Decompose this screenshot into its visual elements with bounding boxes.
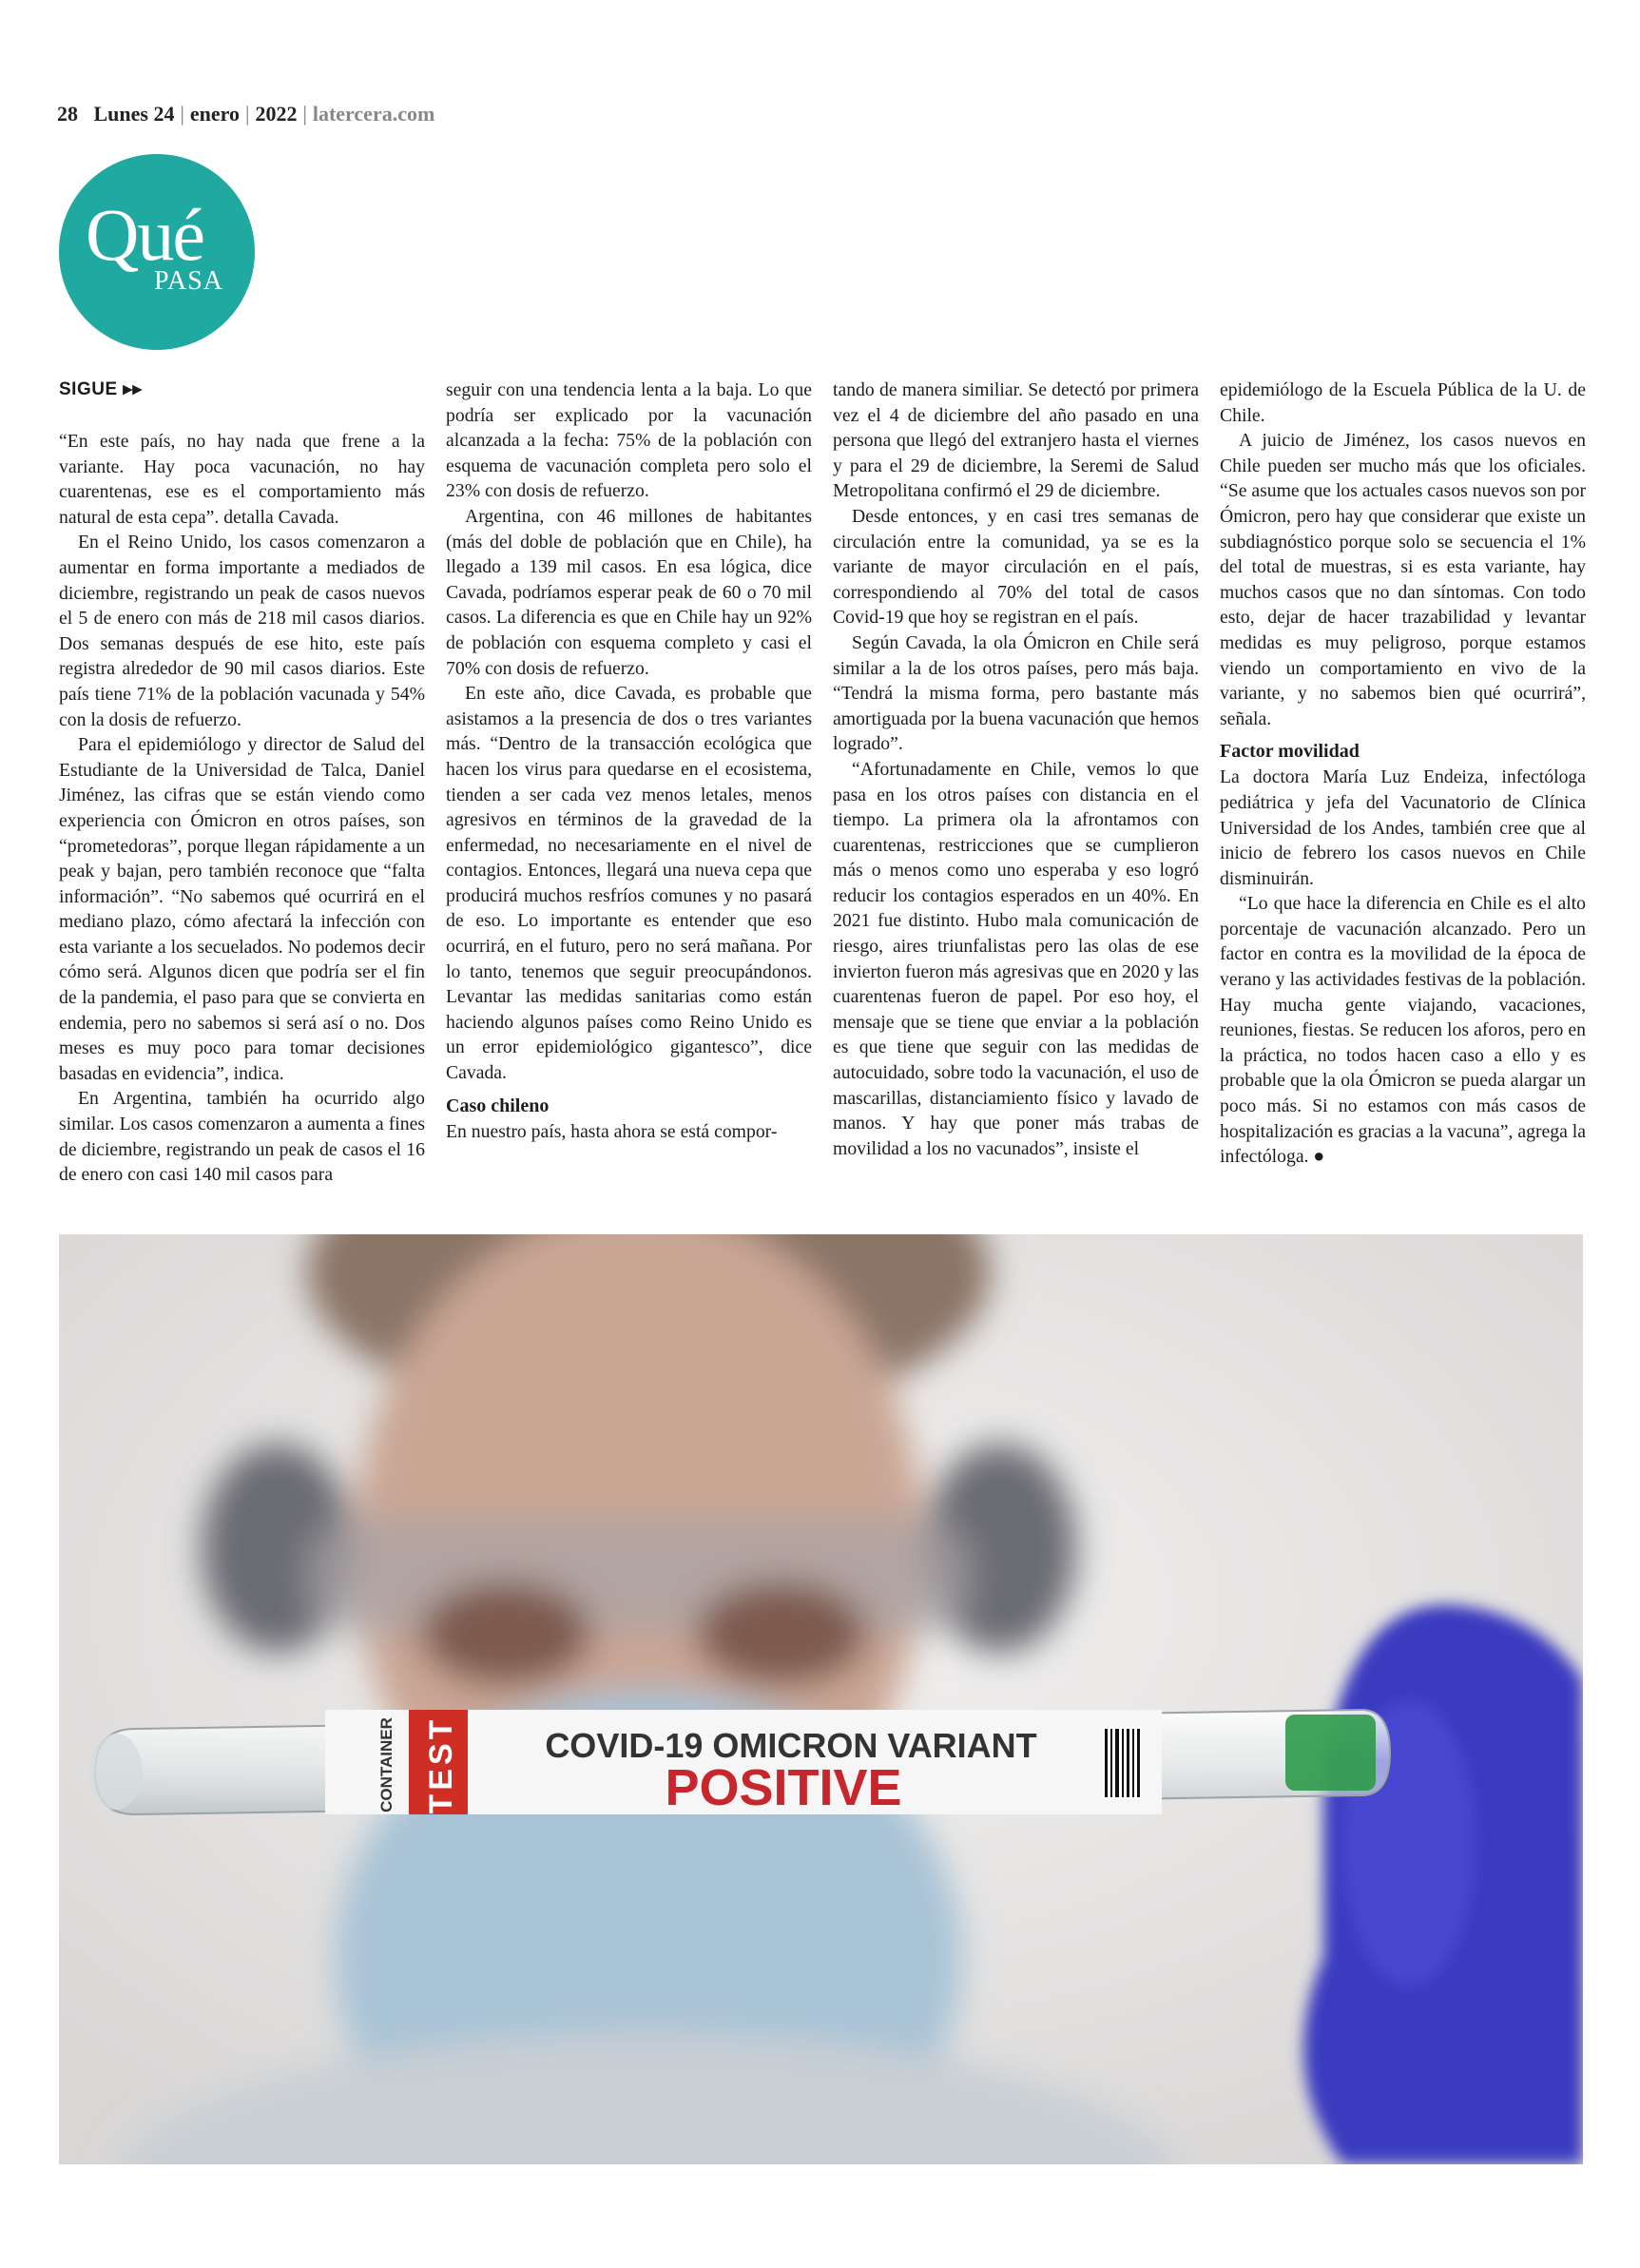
article-paragraph: En el Reino Unido, los casos comenzaron a aumentar en forma importante a mediados de diciembre, registrando un peak de casos nuevos el 5 de enero con más de 218 mil casos diarios. Dos semanas después de ese hito, este país registra alrededor de 90 mil casos diarios. Este país tiene 71% de la población vacunada y 54% con la dosis de refuerzo. [59,532,425,730]
article-paragraph: En este año, dice Cavada, es probable que asistamos a la presencia de dos o tres variantes más. “Dentro de la transacción ecológica que hacen los virus para quedarse en el ecosistema, tienden a ser cada vez menos letales, menos agresivos en términos de la gravedad de la enfermedad, no necesariamente en el nivel de contagios. Entonces, llegará una nueva cepa que producirá muchos resfríos comunes y no pasará de eso. Lo importante es entender que eso ocurrirá, en el futuro, pero no será mañana. Por lo tanto, tenemos que seguir preocupándonos. Levantar las medidas sanitarias como están haciendo algunos países como Reino Unido es un error epidemiológico gigantesco”, dice Cavada. [446,683,812,1084]
folio-year: 2022 [255,102,298,126]
blue-glove [1303,1604,1583,2164]
folio-day: Lunes 24 [93,102,175,126]
article-paragraph: seguir con una tendencia lenta a la baja. Lo que podría ser explicado por la vacunación alcanzada a la fecha: 75% de la población con esquema de vacunación completa pero solo el 23% con dosis de refuerzo. [446,379,812,502]
que-pasa-logo [59,154,255,350]
article-paragraph: Para el epidemiólogo y director de Salud del Estudiante de la Universidad de Talca, Daniel Jiménez, las cifras que se están viendo como experiencia con Ómicron en otros países, son “prometedoras”, porque llegan rápidamente a un peak y bajan, pero también reconoce que “falta información”. “No sabemos qué ocurrirá en el mediano plazo, cómo afectará la infección con esta variante a los secuelados. No podemos decir cómo será. Algunos dicen que podría ser el fin de la pandemia, el paso para que se convierta en endemia, pero no sabemos si será así o no. Dos meses es muy poco para tomar decisiones basadas en evidencia”, indica. [59,734,425,1084]
photo-illustration [59,1234,1583,2164]
article-column-3 [833,378,1199,1161]
test-tube-photo [59,1234,1583,2164]
article-paragraph: epidemiólogo de la Escuela Pública de la U. de Chile. [1220,379,1586,426]
subhead-caso-chileno: Caso chileno [446,1095,550,1116]
tube-result: POSITIVE [665,1759,902,1816]
subhead-factor-movilidad: Factor movilidad [1220,741,1360,763]
logo-word-pasa: PASA [154,266,224,296]
article-paragraph: En nuestro país, hasta ahora se está compor- [446,1120,778,1142]
logo-word-que: Qué [86,193,203,276]
article-paragraph: A juicio de Jiménez, los casos nuevos en Chile pueden ser mucho más que los oficiales. “Se asume que los actuales casos nuevos son por Ómicron, pero hay que considerar que existe un subdiagnóstico porque solo se secuencia el 1% del total de muestras, si es esta variante, hay muchos casos que no dan síntomas. Con todo esto, dejar de hacer trazabilidad y levantar medidas es muy peligroso, porque estamos viendo un comportamiento en vivo de la variante, y no sabemos bien qué ocurrirá”, señala. [1220,430,1586,729]
tube-title: COVID-19 OMICRON VARIANT [545,1726,1037,1765]
article-column-4 [1220,378,1586,1170]
article-paragraph: “En este país, no hay nada que frene a la variante. Hay poca vacunación, no hay cuarentenas, ese es el comportamiento más natural de esta cepa”. detalla Cavada. [59,431,425,528]
page-folio: 28 Lunes 24 | enero | 2022 | latercera.com [57,102,435,126]
article-column-2 [446,378,812,1144]
article-paragraph: “Lo que hace la diferencia en Chile es el alto porcentaje de vacunación alcanzado. Pero un factor en contra es la movilidad de la época de verano y las actividades festivas de la población. Hay mucha gente viajando, vacaciones, reuniones, fiestas. Se reducen los aforos, pero en la práctica, no todos hacen caso a ello y es probable que la ola Ómicron se pueda alargar un poco más. Si no estamos con más casos de hospitalización es gracias a la vacuna”, agrega la infectóloga. ● [1220,893,1586,1168]
folio-month: enero [189,102,241,126]
page-number: 28 [57,102,78,126]
article-paragraph: En Argentina, también ha ocurrido algo similar. Los casos comenzaron a aumenta a fines de diciembre, registrando un peak de casos el 16 de enero con casi 140 mil casos para [59,1088,425,1186]
article-paragraph: Según Cavada, la ola Ómicron en Chile será similar a la de los otros países, pero más baja. “Tendrá la misma forma, pero bastante más amortiguada por la buena vacunación que hemos logrado”. [833,631,1199,755]
article-column-1 [59,429,425,1188]
article-paragraph: Argentina, con 46 millones de habitantes (más del doble de población que en Chile), ha llegado a 139 mil casos. En esa lógica, dice Cavada, podríamos esperar peak de 60 o 70 mil casos. La diferencia es que en Chile hay un 92% de población con esquema completo y casi el 70% con dosis de refuerzo. [446,505,812,679]
article-paragraph: Desde entonces, y en casi tres semanas de circulación entre la comunidad, ya se es la variante de mayor circulación en el país, correspondiendo al 70% del total de casos Covid-19 que hoy se registran en el país. [833,505,1199,629]
article-paragraph: La doctora María Luz Endeiza, infectóloga pediátrica y jefa del Vacunatorio de Clínica Universidad de los Andes, también cree que al inicio de febrero los casos nuevos en Chile disminuirán. [1220,766,1586,889]
folio-site: latercera.com [312,102,435,126]
article-paragraph: “Afortunadamente en Chile, vemos lo que pasa en los otros países con distancia en el tiempo. La primera ola la afrontamos con cuarentenas, restricciones que se cumplieron más o menos como uno esperaba y eso logró reducir los contagios esperados en un 40%. En 2021 fue distinto. Hubo mala comunicación de riesgo, aires triunfalistas pero las olas de ese invierton fueron más agresivas que en 2020 y las cuarentenas fueron de papel. Por eso hoy, el mensaje que se tiene que enviar a la población es que tiene que seguir con las medidas de autocuidado, sobre todo la vacunación, el uso de mascarillas, distanciamiento físico y lavado de manos. Y hay que poner más trabas de movilidad a los no vacunados”, insiste el [833,758,1199,1159]
tube-test-label: TEST [423,1716,459,1814]
article-paragraph: tando de manera similiar. Se detectó por primera vez el 4 de diciembre del año pasado en una persona que llegó del extranjero hasta el viernes y para el 29 de diciembre, la Seremi de Salud Metropolitana confirmó el 29 de diciembre. [833,379,1199,502]
continued-label: SIGUE ▸▸ [59,379,143,399]
tube-container-label: CONTAINER [377,1717,396,1812]
